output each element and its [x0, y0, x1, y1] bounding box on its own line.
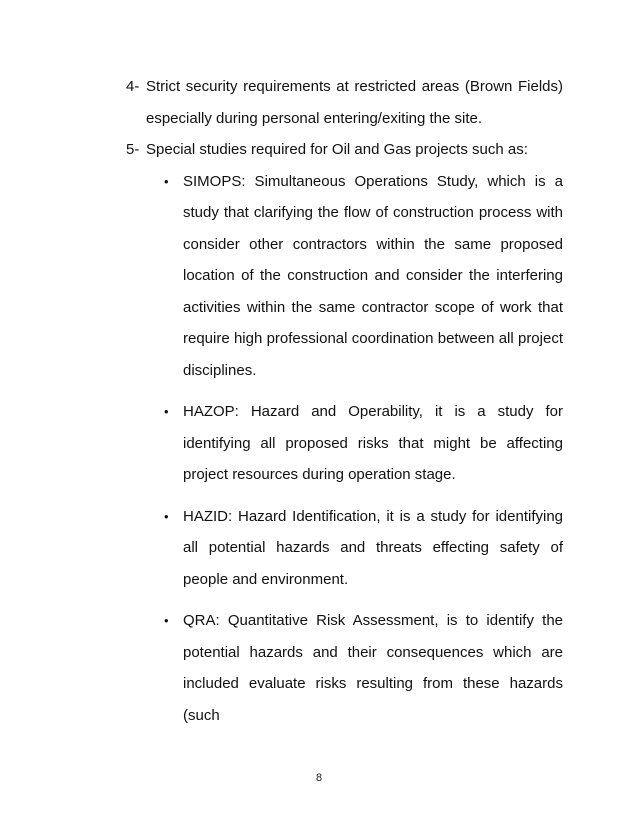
- item-text: Strict security requirements at restricted areas (Brown Fields) especially during personal entering/exiting the site.: [146, 78, 563, 127]
- list-item-5: [126, 134, 563, 166]
- page-number: 8: [315, 772, 323, 784]
- bullet-text: QRA: Quantitative Risk Assessment, is to identify the potential hazards and their consequences which are included evaluate risks resulting from these hazards (such: [183, 612, 563, 724]
- item-text: Special studies required for Oil and Gas projects such as:: [146, 141, 528, 158]
- list-item-4: [126, 71, 563, 134]
- bullet-item-hazop: [126, 396, 563, 491]
- bullet-item-hazid: [126, 501, 563, 596]
- bullet-text: HAZID: Hazard Identification, it is a study for identifying all potential hazards and threats effecting safety of people and environment.: [183, 507, 563, 588]
- bullet-text: SIMOPS: Simultaneous Operations Study, which is a study that clarifying the flow of construction process with consider other contractors within the same proposed location of the construction and consider the interfering activities within the same contractor scope of work that require high professional coordination between all project disciplines.: [183, 172, 563, 379]
- bullet-item-simops: [126, 166, 563, 387]
- bullet-icon: •: [164, 508, 169, 524]
- bullet-icon: •: [164, 613, 169, 628]
- bullet-text: HAZOP: Hazard and Operability, it is a study for identifying all proposed risks that might be affecting project resources during operation stage.: [183, 403, 563, 483]
- item-number: 4-: [126, 78, 140, 95]
- item-number: 5-: [126, 141, 140, 158]
- bullet-icon: •: [164, 173, 169, 189]
- bullet-list: [126, 166, 563, 732]
- body-text: [126, 71, 563, 731]
- bullet-item-qra: [126, 605, 563, 731]
- bullet-icon: •: [164, 404, 169, 419]
